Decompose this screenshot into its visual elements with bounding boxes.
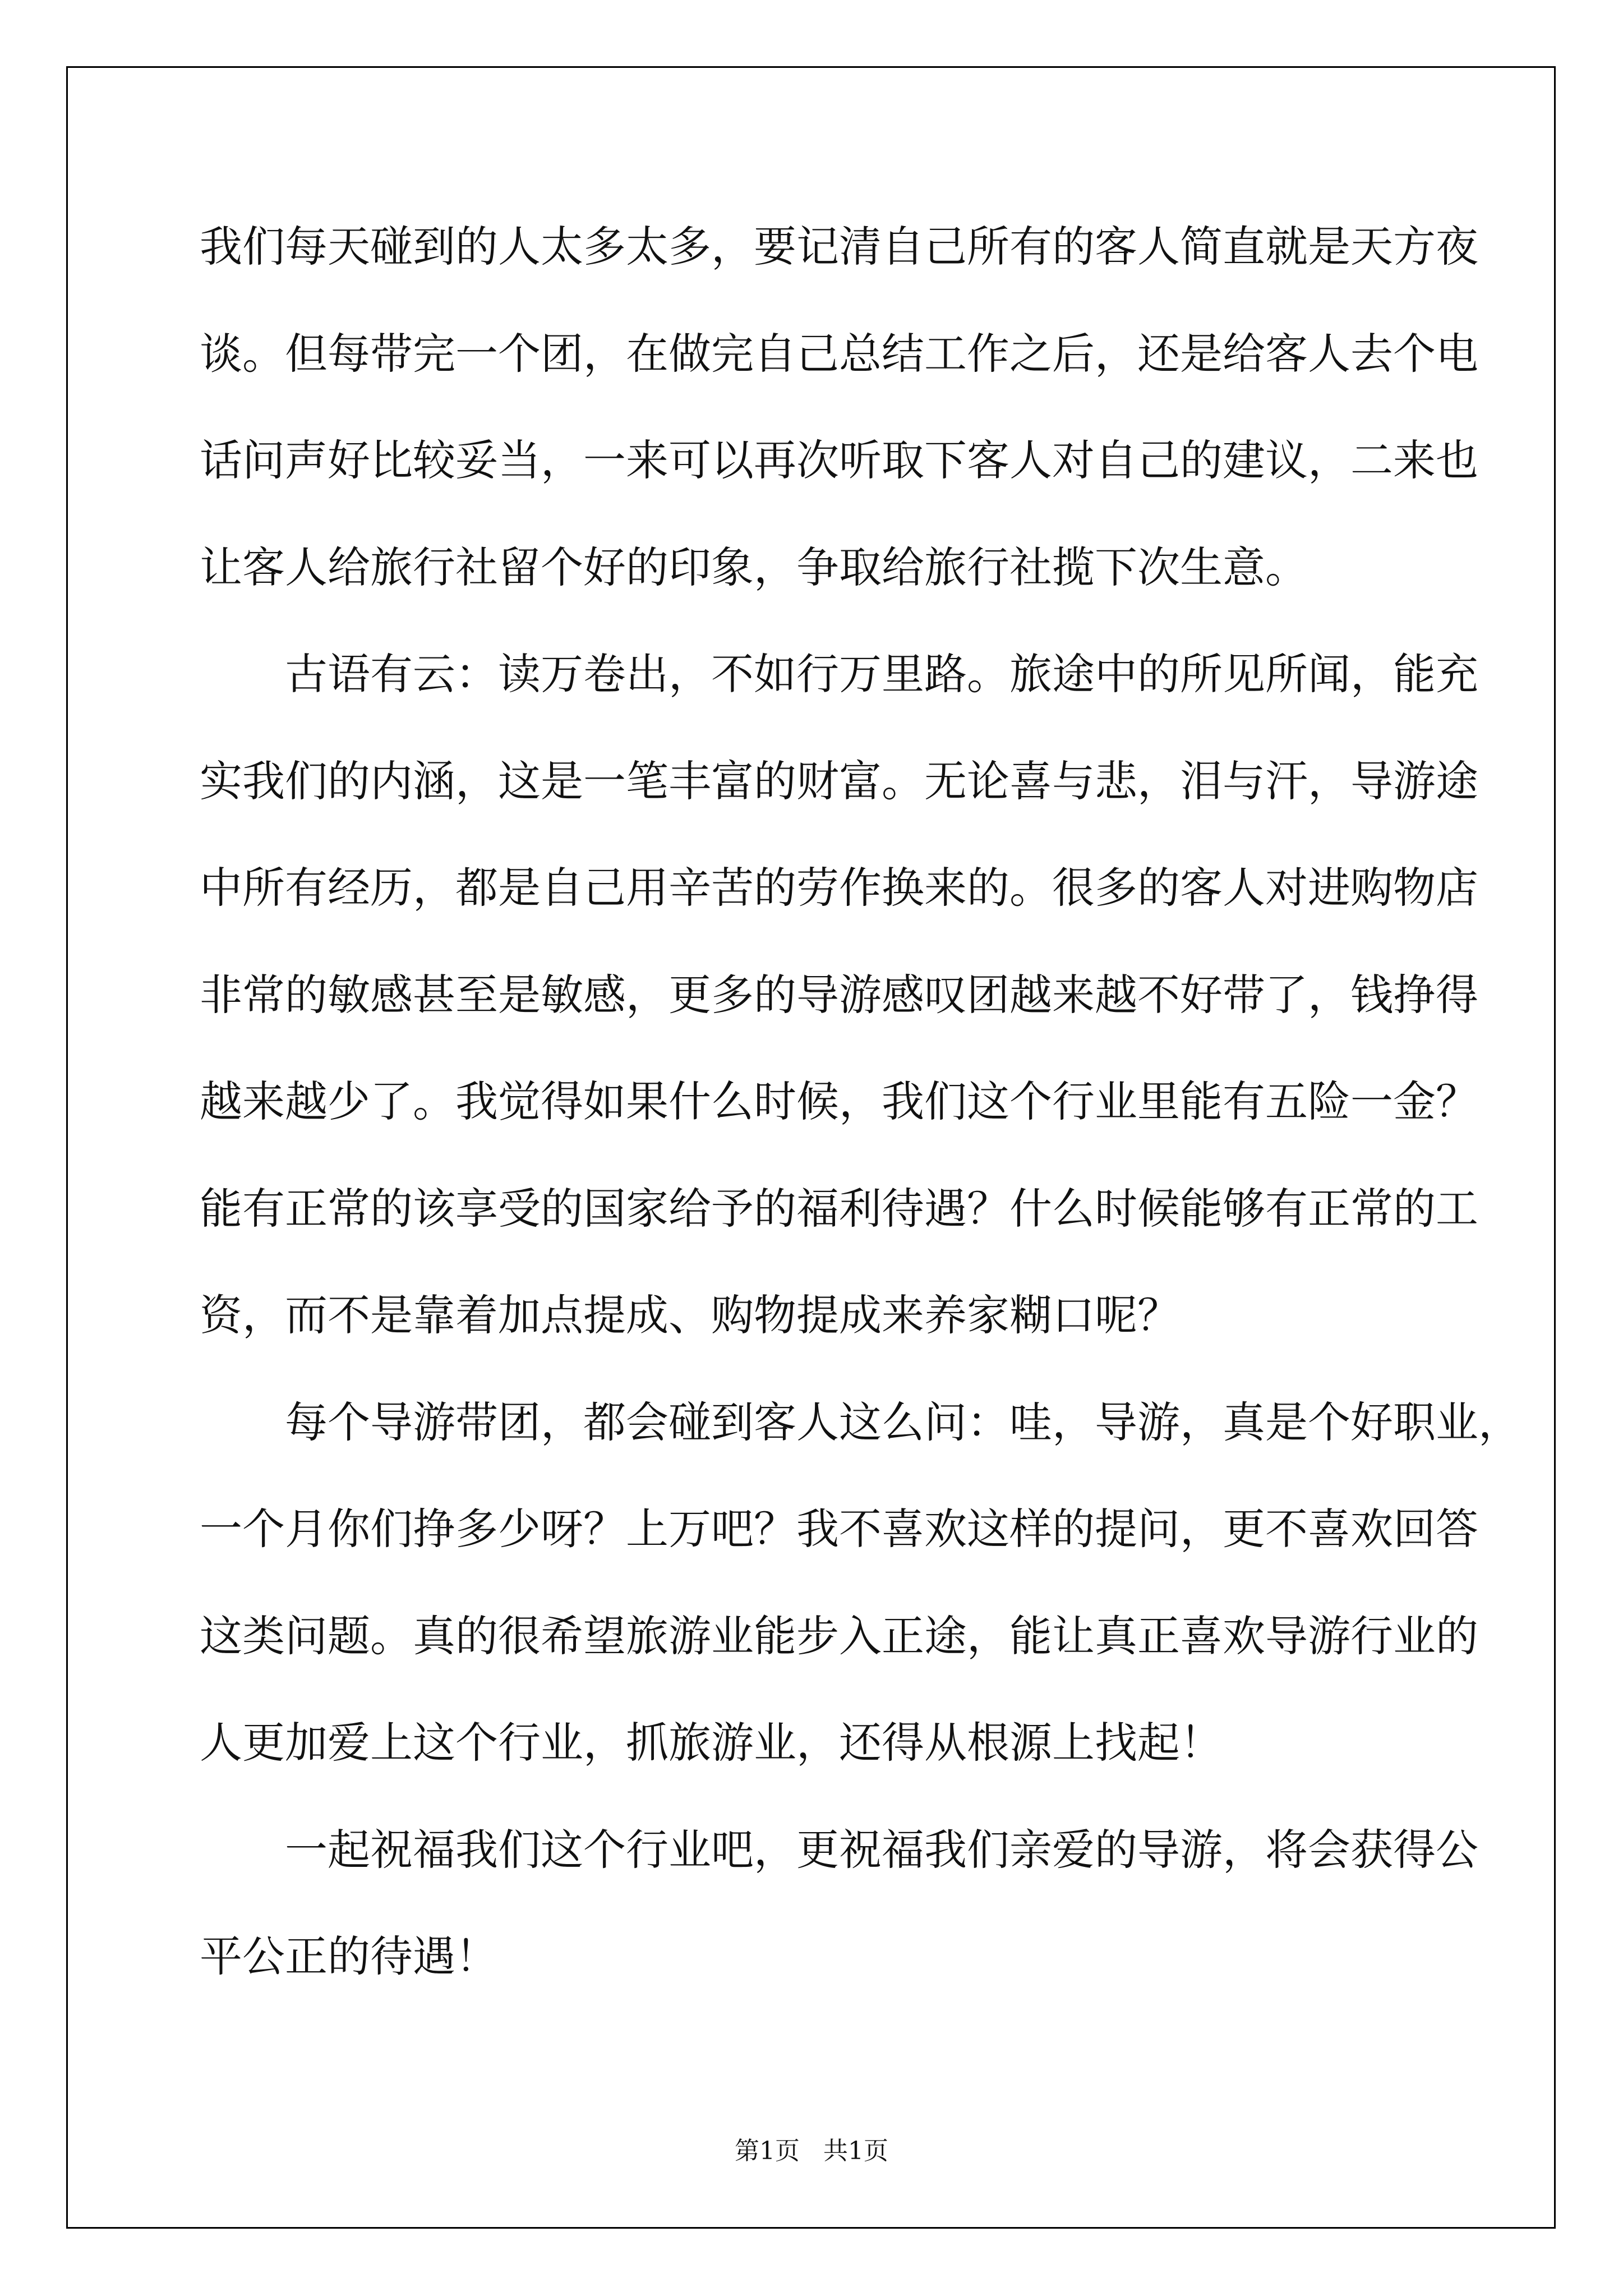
text-line: 话问声好比较妥当，一来可以再次听取下客人对自己的建议，二来也 xyxy=(200,435,1478,485)
text-line: 能有正常的该享受的国家给予的福利待遇？什么时候能够有正常的工 xyxy=(200,1183,1478,1234)
text-line: 资，而不是靠着加点提成、购物提成来养家糊口呢？ xyxy=(200,1290,1180,1340)
text-line: 古语有云：读万卷出，不如行万里路。旅途中的所见所闻，能充 xyxy=(285,649,1478,699)
text-line: 一起祝福我们这个行业吧，更祝福我们亲爱的导游，将会获得公 xyxy=(285,1824,1478,1875)
text-line: 实我们的内涵，这是一笔丰富的财富。无论喜与悲，泪与汗，导游途 xyxy=(200,756,1478,806)
text-line: 平公正的待遇！ xyxy=(200,1931,498,1981)
text-line: 我们每天碰到的人太多太多，要记清自己所有的客人简直就是天方夜 xyxy=(200,222,1478,272)
text-line: 越来越少了。我觉得如果什么时候，我们这个行业里能有五险一金？ xyxy=(200,1076,1478,1126)
page-border xyxy=(66,66,1556,2229)
text-line: 让客人给旅行社留个好的印象，争取给旅行社揽下次生意。 xyxy=(200,542,1308,592)
text-line: 一个月你们挣多少呀？上万吧？我不喜欢这样的提问，更不喜欢回答 xyxy=(200,1504,1478,1554)
text-line: 谈。但每带完一个团，在做完自己总结工作之后，还是给客人去个电 xyxy=(200,328,1478,379)
text-line: 非常的敏感甚至是敏感，更多的导游感叹团越来越不好带了，钱挣得 xyxy=(200,969,1478,1020)
text-line: 人更加爱上这个行业，抓旅游业，还得从根源上找起！ xyxy=(200,1718,1223,1768)
text-line: 中所有经历，都是自己用辛苦的劳作换来的。很多的客人对进购物店 xyxy=(200,863,1478,913)
text-line: 每个导游带团，都会碰到客人这么问：哇，导游，真是个好职业， xyxy=(285,1397,1521,1447)
text-line: 这类问题。真的很希望旅游业能步入正途，能让真正喜欢导游行业的 xyxy=(200,1611,1478,1661)
page-number-footer: 第1页 共1页 xyxy=(735,2137,888,2165)
